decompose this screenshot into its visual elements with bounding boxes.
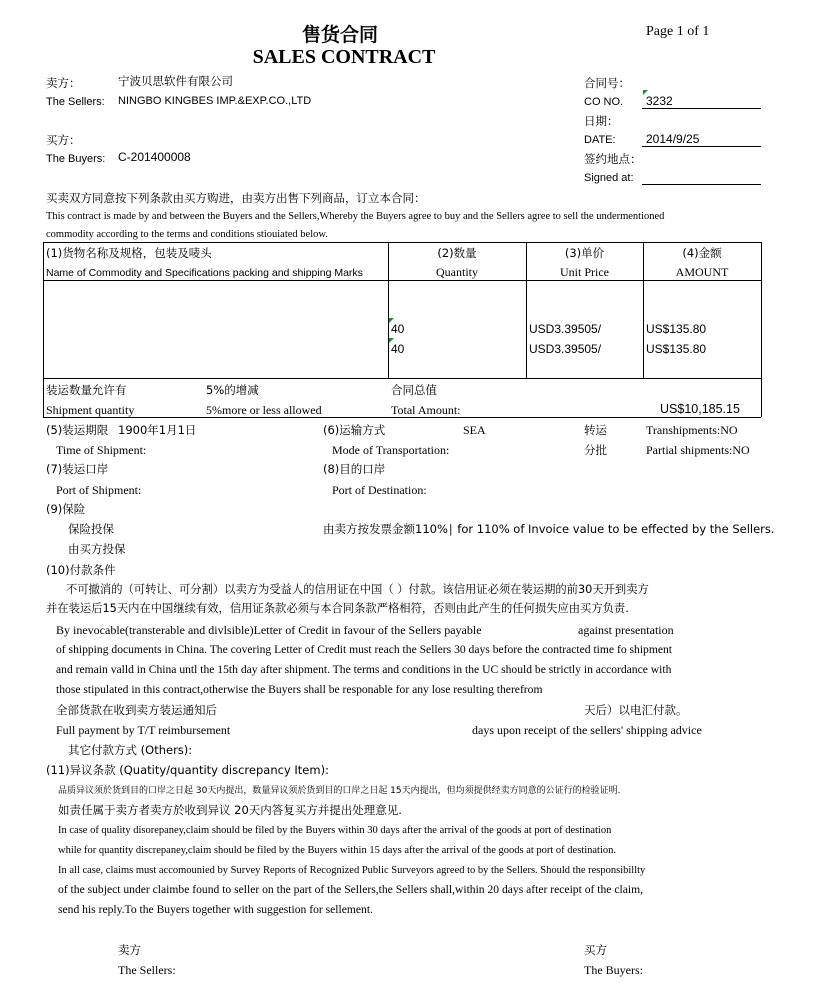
buyer-signature-label-en: The Buyers: (584, 963, 643, 977)
table-border-left (43, 242, 44, 417)
seller-name-cn: 宁波贝思软件有限公司 (118, 74, 233, 88)
row-quantity: 40 (391, 342, 405, 356)
payment-en-line1-end: against presentation (578, 623, 674, 637)
col-unit-price-header-en: Unit Price (560, 265, 609, 279)
seller-signature-label-en: The Sellers: (118, 963, 176, 977)
page-number: Page 1 of 1 (646, 24, 710, 39)
seller-label-cn: 卖方： (46, 76, 81, 90)
payment-title: (10)付款条件 (46, 563, 116, 577)
insurance-clause: 由卖方按发票金额110%∣ for 110% of Invoice value to be effected by the Sellers. (323, 522, 775, 536)
col-commodity-header-cn: (1)货物名称及规格，包装及唛头 (46, 246, 212, 260)
buyer-code: C-201400008 (118, 150, 191, 164)
seller-label-en: The Sellers: (46, 96, 105, 108)
discrepancy-cn-line1: 品质异议须於货到目的口岸之日起 30天内提出，数量异议须於货到目的口岸之日起 15天内提出，但均须提供经卖方同意的公证行的检验证明. (58, 786, 621, 796)
tt-payment-cn: 全部货款在收到卖方装运通知后 (56, 703, 217, 717)
col-commodity-header-en: Name of Commodity and Specifications packing and shipping Marks (46, 267, 363, 279)
port-of-shipment-label-en: Port of Shipment: (56, 483, 142, 497)
partial-shipment-value: Partial shipments:NO (646, 443, 750, 457)
port-of-destination-label-cn: (8)目的口岸 (323, 462, 386, 476)
intro-cn: 买卖双方同意按下列条款由买方购进，由卖方出售下列商品，订立本合同： (46, 191, 426, 205)
signed-at-underline (642, 184, 761, 185)
col-amount-header-cn: (4)金额 (682, 246, 722, 260)
other-payment: 其它付款方式 (Others): (68, 743, 193, 757)
tolerance-en: 5%more or less allowed (206, 403, 322, 417)
tt-payment-en-end: days upon receipt of the sellers' shipping advice (472, 723, 702, 737)
row-unit-price: USD3.39505/ (529, 342, 602, 356)
col-unit-price-header-cn: (3)单价 (564, 246, 605, 260)
col-amount-header-en: AMOUNT (675, 265, 729, 279)
insurance-by-seller: 保险投保 (68, 522, 114, 536)
buyer-signature-label-cn: 买方 (584, 943, 607, 957)
discrepancy-en-line5: send his reply.To the Buyers together with suggestion for sellement. (58, 903, 373, 916)
insurance-by-buyer: 由买方投保 (68, 542, 126, 556)
shipment-time-value: 1900年1月1日 (118, 423, 197, 437)
discrepancy-title: (11)异议条款 (Quatity/quantity discrepancy Item): (46, 763, 329, 777)
table-col-divider-2 (526, 242, 527, 378)
buyer-label-en: The Buyers: (46, 153, 106, 165)
date-value: 2014/9/25 (646, 132, 700, 146)
buyer-label-cn: 买方： (46, 133, 81, 147)
table-border-top (43, 242, 761, 243)
intro-en-line1: This contract is made by and between the Buyers and the Sellers,Whereby the Buyers agree to buy and the Sellers agree to sell the undermentioned (46, 211, 665, 222)
title-chinese: 售货合同 (301, 24, 378, 46)
signed-at-label-cn: 签约地点： (584, 152, 642, 166)
transport-mode-value: SEA (463, 423, 486, 437)
transport-mode-label-cn: (6)运输方式 (323, 423, 386, 437)
shipment-quantity-label-cn: 装运数量允许有 (46, 383, 127, 397)
payment-cn-line2: 并在装运后15天内在中国继续有效，信用证条款必须与本合同条款严格相符，否则由此产生的任何损失应由买方负责. (46, 602, 629, 615)
payment-en-line2: of shipping documents in China. The covering Letter of Credit must reach the Sellers 30 days before the contracted time fo shipment (56, 643, 673, 656)
col-quantity-header-cn: (2)数量 (437, 246, 477, 260)
row-amount: US$135.80 (646, 342, 707, 356)
transport-mode-label-en: Mode of Transportation: (332, 443, 450, 457)
shipment-time-label-en: Time of Shipment: (56, 443, 147, 457)
port-of-shipment-label-cn: (7)装运口岸 (46, 462, 109, 476)
date-label-cn: 日期： (584, 114, 619, 128)
title-english: SALES CONTRACT (252, 46, 436, 68)
total-amount-value: US$10,185.15 (660, 402, 740, 416)
signed-at-label-en: Signed at: (584, 172, 634, 184)
contract-no-underline (642, 108, 761, 109)
shipment-time-label-cn: (5)装运期限 (46, 423, 109, 437)
table-col-divider-1 (388, 242, 389, 378)
payment-cn-line1: 不可撤消的（可转让、可分割）以卖方为受益人的信用证在中国（ ）付款。该信用证必须在装运期的前30天开到卖方 (66, 583, 649, 596)
tolerance-cn: 5%的增减 (206, 383, 259, 397)
table-border-right (761, 242, 762, 417)
seller-signature-label-cn: 卖方 (118, 943, 141, 957)
total-amount-label-cn: 合同总值 (391, 383, 437, 397)
total-amount-label-en: Total Amount: (391, 403, 461, 417)
discrepancy-en-line1: In case of quality disorepaney,claim should be filed by the Buyers within 30 days after the arrival of the goods at port of destination (58, 825, 612, 836)
payment-en-line3: and remain valld in China untl the 15th day after shipment. The terms and conditions in the UC should be strictly in accordance with (56, 663, 672, 676)
discrepancy-cn-line2: 如责任属于卖方者卖方於收到异议 20天内答复买方并提出处理意见. (58, 803, 402, 817)
contract-no-label-en: CO NO. (584, 96, 624, 108)
discrepancy-en-line3: In all case, claims must accomounied by Survey Reports of Recognized Public Surveyors agreed to by the Sellers. Should the responsibillty (58, 865, 646, 876)
date-underline (642, 146, 761, 147)
row-unit-price: USD3.39505/ (529, 322, 602, 336)
seller-name-en: NINGBO KINGBES IMP.&EXP.CO.,LTD (118, 95, 312, 107)
tt-payment-en: Full payment by T/T reimbursement (56, 723, 231, 737)
insurance-title: (9)保险 (46, 502, 86, 516)
shipment-quantity-label-en: Shipment quantity (46, 403, 135, 417)
payment-en-line4: those stipulated in this contract,otherwise the Buyers shall be responable for any lose resulting therefrom (56, 683, 543, 696)
transhipment-value: Transhipments:NO (646, 423, 738, 437)
row-quantity: 40 (391, 322, 405, 336)
col-quantity-header-en: Quantity (436, 265, 478, 279)
discrepancy-en-line2: while for quantity discrepaney,claim should be filed by the Buyers within 15 days after the arrival of the goods at port of destination. (58, 845, 617, 856)
transhipment-label-cn: 转运 (584, 423, 607, 437)
contract-no-label-cn: 合同号： (584, 76, 630, 90)
payment-en-line1: By inevocable(transterable and divlsible)Letter of Credit in favour of the Sellers payable (56, 623, 482, 637)
intro-en-line2: commodity according to the terms and conditions stiouiated below. (46, 229, 328, 240)
date-label-en: DATE: (584, 134, 616, 146)
row-amount: US$135.80 (646, 322, 707, 336)
table-border-bottom (43, 417, 761, 418)
tt-payment-cn-end: 天后）以电汇付款。 (584, 703, 688, 717)
contract-no-value: 3232 (646, 94, 673, 108)
table-body-divider (43, 378, 761, 379)
table-header-divider (43, 280, 761, 281)
discrepancy-en-line4: of the subject under claimbe found to seller on the part of the Sellers,the Sellers shall,within 20 days after receipt of the claim, (58, 883, 643, 896)
table-col-divider-3 (643, 242, 644, 378)
partial-shipment-label-cn: 分批 (584, 443, 607, 457)
port-of-destination-label-en: Port of Destination: (332, 483, 427, 497)
